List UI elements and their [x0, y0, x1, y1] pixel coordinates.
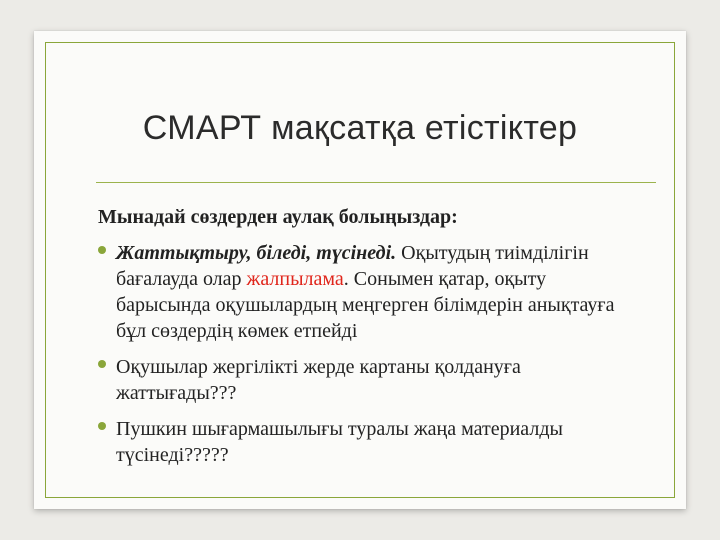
- title-divider: [96, 182, 656, 183]
- bullet-dot-icon: [98, 422, 106, 430]
- bullet-lead-emphasis: Жаттықтыру, біледі, түсінеді.: [116, 242, 397, 264]
- bullet-text: Пушкин шығармашылығы туралы жаңа материалды түсінеді?????: [116, 418, 563, 466]
- bullet-dot-icon: [98, 246, 106, 254]
- bullet-text: Оқытудың тиімділігін бағалауда олар: [116, 242, 589, 290]
- bullet-item-1: [98, 240, 638, 344]
- slide: [34, 31, 686, 509]
- highlight-word: жалпылама: [246, 268, 344, 290]
- bullet-list: [98, 240, 638, 468]
- bullet-dot-icon: [98, 360, 106, 368]
- bullet-item-2: [98, 354, 638, 406]
- intro-text: Мынадай сөздерден аулақ болыңыздар:: [98, 206, 458, 228]
- bullet-text: Оқушылар жергілікті жерде картаны қолдануға жаттығады???: [116, 356, 521, 404]
- bullet-item-3: [98, 416, 638, 468]
- slide-title: СМАРТ мақсатқа етістіктер: [142, 109, 578, 147]
- slide-content: [98, 204, 638, 478]
- bullet-text-end: . Сонымен қатар, оқыту барысында оқушылардың меңгерген білімдерін анықтауға бұл сөздердің көмек етпейді: [116, 268, 615, 342]
